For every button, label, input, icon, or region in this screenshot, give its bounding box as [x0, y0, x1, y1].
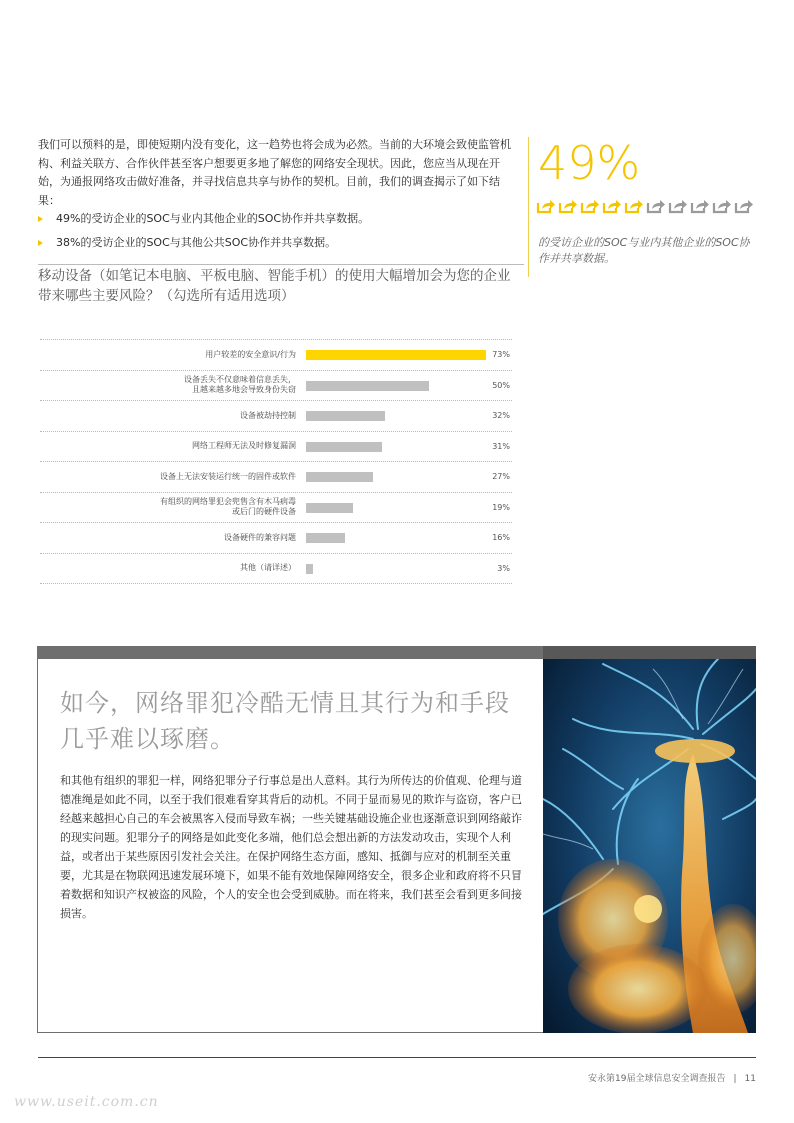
bar	[306, 381, 429, 391]
chart-row	[40, 431, 512, 462]
page-footer	[588, 1071, 756, 1084]
bar-label: 其他（请详述）	[240, 563, 296, 572]
chart-question: 移动设备（如笔记本电脑、平板电脑、智能手机）的使用大幅增加会为您的企业带来哪些主要风险？（勾选所有适用选项）	[38, 268, 511, 304]
share-icon	[668, 198, 688, 214]
chart-row	[40, 461, 512, 492]
coral-photo	[543, 659, 756, 1033]
bar	[306, 472, 373, 482]
bar-value-label: 32%	[492, 411, 510, 420]
share-icon	[536, 198, 556, 214]
bar-value-label: 19%	[492, 502, 510, 512]
page-number: 11	[744, 1074, 756, 1084]
bar-label: 用户较差的安全意识/行为	[205, 349, 296, 359]
share-icon	[624, 198, 644, 214]
intro-paragraph: 我们可以预料的是，即使短期内没有变化，这一趋势也将会成为必然。当前的大环境会致使监管机构、利益关联方、合作伙伴甚至客户想要更多地了解您的网络安全现状。因此，您应当从现在开始，为通报网络攻击做好准备，并寻找信息共享与协作的契机。目前，我们的调查揭示了如下结果：	[38, 138, 511, 207]
bar-label: 设备丢失不仅意味着信息丢失， 且越来越多地会导致身份失窃	[184, 374, 296, 395]
coral-photo-image	[543, 659, 756, 1033]
watermark: www.useit.com.cn	[14, 1094, 159, 1110]
panel-heading: 如今，网络罪犯冷酷无情且其行为和手段几乎难以琢磨。	[60, 689, 510, 753]
bullet-list	[38, 210, 518, 258]
bar	[306, 533, 345, 543]
footer-rule	[38, 1057, 756, 1058]
stat-caption: 的受访企业的SOC与业内其他企业的SOC协作并共享数据。	[538, 236, 750, 265]
bar-label: 有组织的网络罪犯会兜售含有木马病毒 或后门的硬件设备	[160, 496, 296, 517]
bullet-item	[38, 210, 518, 234]
bar-value-label: 27%	[492, 472, 510, 481]
bullet-text: 49%的受访企业的SOC与业内其他企业的SOC协作并共享数据。	[56, 212, 370, 225]
chart-row	[40, 370, 512, 401]
share-icon	[602, 198, 622, 214]
panel-body: 和其他有组织的罪犯一样，网络犯罪分子行事总是出人意料。其行为所传达的价值观、伦理与道德准绳是如此不同，以至于我们很难看穿其背后的动机。不同于显而易见的欺诈与盗窃，客户已经越来越担心自己的车会被黑客入侵而导致车祸；一些关键基础设施企业也逐渐意识到网络敲诈的现实问题。犯罪分子的网络是如此变化多端，他们总会想出新的方法发动攻击，实现个人利益，或者出于某些原因引发社会关注。在保护网络生态方面，感知、抵御与应对的机制至关重要，尤其是在物联网迅速发展环境下，如果不能有效地保障网络安全，很多企业和政府将不只冒着数据和知识产权被盗的风险，个人的安全也会受到威胁。而在将来，我们甚至会看到更多间接损害。	[60, 774, 522, 920]
bullet-text: 38%的受访企业的SOC与其他公共SOC协作并共享数据。	[56, 236, 337, 249]
bar-value-label: 31%	[492, 441, 510, 451]
bar-value-label: 50%	[492, 380, 510, 390]
share-icon	[558, 198, 578, 214]
chart-row	[40, 400, 512, 431]
chart-row	[40, 553, 512, 585]
callout-panel	[37, 659, 544, 1033]
bullet-triangle-icon	[38, 240, 43, 246]
question-rule	[38, 264, 524, 265]
panel-top-bar	[37, 646, 543, 659]
footer-separator: |	[733, 1074, 737, 1084]
bar-label: 设备硬件的兼容问题	[224, 532, 296, 542]
risk-bar-chart	[40, 339, 512, 584]
bar	[306, 503, 353, 513]
bullet-item	[38, 234, 518, 258]
bar-value-label: 73%	[492, 350, 510, 359]
share-icon	[580, 198, 600, 214]
bar-label: 设备被劫持控制	[240, 410, 296, 420]
bar	[306, 411, 385, 421]
bar	[306, 564, 313, 574]
stat-value: 49%	[538, 136, 641, 190]
chart-row	[40, 339, 512, 370]
sidebar-divider	[528, 137, 529, 277]
bar-value-label: 16%	[492, 533, 510, 542]
share-icon-row	[536, 198, 754, 214]
share-icon	[646, 198, 666, 214]
chart-row	[40, 492, 512, 523]
share-icon	[690, 198, 710, 214]
bar	[306, 350, 486, 360]
share-icon	[712, 198, 732, 214]
bar-label: 设备上无法安装运行统一的固件或软件	[160, 471, 296, 481]
chart-row	[40, 522, 512, 553]
report-title: 安永第19届全球信息安全调查报告	[588, 1074, 726, 1084]
bullet-triangle-icon	[38, 216, 43, 222]
bar-label: 网络工程师无法及时修复漏洞	[192, 441, 296, 450]
photo-top-bar	[543, 646, 756, 659]
share-icon	[734, 198, 754, 214]
bar-value-label: 3%	[497, 563, 510, 573]
bar	[306, 442, 382, 452]
